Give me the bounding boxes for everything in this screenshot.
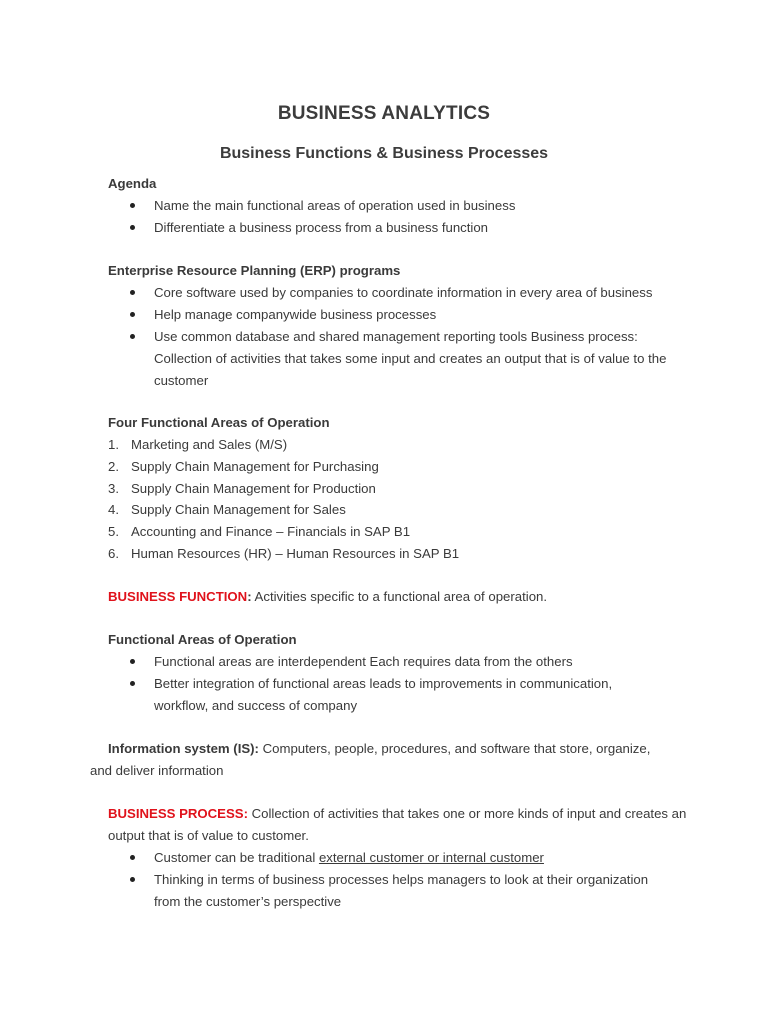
functional-areas-bullet: Better integration of functional areas leads to improvements in communication, workflow, and success of company xyxy=(130,673,670,717)
numbered-item: 5. Accounting and Finance – Financials in SAP B1 xyxy=(108,524,411,539)
bullet-icon xyxy=(130,334,135,339)
four-areas-heading: Four Functional Areas of Operation xyxy=(108,415,330,430)
business-process-definition: BUSINESS PROCESS: Collection of activities that takes one or more kinds of input and creates an output that is of value to customer. xyxy=(108,806,687,843)
business-process-bullet: Thinking in terms of business processes helps managers to look at their organization from the customer’s perspective xyxy=(130,869,678,913)
bullet-icon xyxy=(130,855,135,860)
page-title: BUSINESS ANALYTICS xyxy=(277,103,491,124)
erp-bullet: Help manage companywide business processes xyxy=(130,304,690,326)
numbered-item: 1. Marketing and Sales (M/S) xyxy=(108,437,288,452)
numbered-item: 4. Supply Chain Management for Sales xyxy=(108,502,346,517)
bullet-icon xyxy=(130,312,135,317)
page-subtitle: Business Functions & Business Processes xyxy=(219,145,549,162)
erp-heading: Enterprise Resource Planning (ERP) programs xyxy=(108,263,401,278)
agenda-heading: Agenda xyxy=(108,176,157,191)
business-function-definition: BUSINESS FUNCTION: Activities specific to a functional area of operation. xyxy=(108,589,548,604)
information-system-definition: Information system (IS): Computers, people, procedures, and software that store, organize, xyxy=(108,741,651,756)
erp-bullet: Core software used by companies to coordinate information in every area of business xyxy=(130,282,710,304)
bullet-icon xyxy=(130,877,135,882)
bullet-icon xyxy=(130,659,135,664)
numbered-item: 2. Supply Chain Management for Purchasing xyxy=(108,459,379,474)
functional-areas-bullet: Functional areas are interdependent Each requires data from the others xyxy=(130,651,690,673)
agenda-bullet: Name the main functional areas of operation used in business xyxy=(130,195,690,217)
business-function-label: BUSINESS FUNCTION xyxy=(108,589,248,604)
bullet-icon xyxy=(130,203,135,208)
customer-types-underlined: external customer or internal customer xyxy=(318,850,544,865)
bullet-icon xyxy=(130,681,135,686)
functional-areas-heading: Functional Areas of Operation xyxy=(108,632,297,647)
erp-bullet: Use common database and shared management reporting tools Business process: Collection of activities that takes some input and creates an output that is of value to the customer xyxy=(130,326,686,391)
information-system-label: Information system (IS): xyxy=(108,741,259,756)
bullet-icon xyxy=(130,225,135,230)
business-process-bullet: Customer can be traditional external customer or internal customer xyxy=(130,847,690,869)
information-system-continuation: and deliver information xyxy=(90,763,224,778)
agenda-bullet: Differentiate a business process from a business function xyxy=(130,217,690,239)
numbered-item: 6. Human Resources (HR) – Human Resources in SAP B1 xyxy=(108,546,460,561)
bullet-icon xyxy=(130,290,135,295)
numbered-item: 3. Supply Chain Management for Production xyxy=(108,481,376,496)
business-process-label: BUSINESS PROCESS: xyxy=(108,806,248,821)
